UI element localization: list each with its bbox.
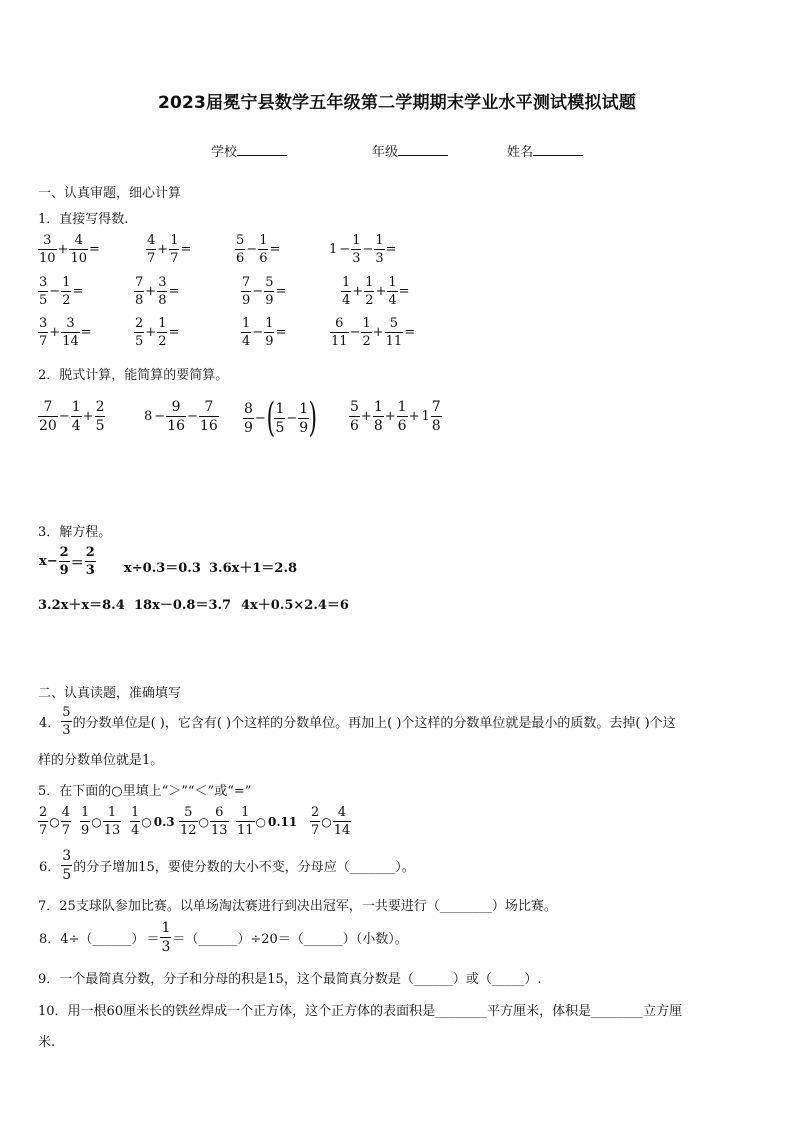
name-field[interactable]: 姓名 xyxy=(507,141,583,160)
page-title: 2023届冕宁县数学五年级第二学期期末学业水平测试模拟试题 xyxy=(157,93,637,113)
q1-item-3: $\frac{5}{6}$ − $\frac{1}{6}$ = xyxy=(236,233,281,266)
q5-item-2: $\frac{1}{9}$ ○ $\frac{1}{13}$ xyxy=(81,805,121,838)
section-2-heading: 二、认真读题，准确填写 xyxy=(38,686,182,701)
left-paren: ( xyxy=(266,395,275,441)
school-field[interactable]: 学校 xyxy=(211,141,287,160)
q1-label: 1．直接写得数. xyxy=(38,212,129,227)
grade-field[interactable]: 年级 xyxy=(372,141,448,160)
fraction: $\frac{4}{10}$ xyxy=(70,233,87,266)
q3-eq-5: 18x－0.8＝3.7 xyxy=(134,598,232,613)
q10-line-2: 米. xyxy=(38,1035,56,1050)
q8: 8．4÷（______） ＝ $\frac{1}{3}$ ＝（______）÷20＝（______）（小数）。 xyxy=(39,920,408,955)
q1-item-2: $\frac{4}{7}$ + $\frac{1}{7}$ = xyxy=(147,233,192,266)
q5-item-3: $\frac{1}{4}$ ○ 0.3 xyxy=(131,805,175,838)
q2-item-1: $\frac{7}{20}$ − $\frac{1}{4}$ + $\frac{2}{5}$ xyxy=(39,399,105,434)
q2-label: 2．脱式计算，能简算的要简算。 xyxy=(38,368,229,383)
q1-item-4: 1 − $\frac{1}{3}$ − $\frac{1}{3}$ = xyxy=(329,233,397,266)
right-paren: ) xyxy=(308,395,318,441)
q5-item-4: $\frac{5}{12}$ ○ $\frac{6}{13}$ xyxy=(180,805,228,838)
q1-item-6: $\frac{7}{8}$ + $\frac{3}{8}$ = xyxy=(135,275,180,308)
q3-eq-3: 3.6x＋1＝2.8 xyxy=(209,561,298,576)
q1-item-10: $\frac{2}{5}$ + $\frac{1}{2}$ = xyxy=(135,316,180,349)
q9: 9．一个最简真分数，分子和分母的积是15，这个最简真分数是（______）或（_____）. xyxy=(38,972,542,987)
q1-item-9: $\frac{3}{7}$ + $\frac{3}{14}$ = xyxy=(39,316,92,349)
q2-item-2: 8 − $\frac{9}{16}$ − $\frac{7}{16}$ xyxy=(144,399,218,434)
q1-item-8: $\frac{1}{4}$ + $\frac{1}{2}$ + $\frac{1}{4}$ = xyxy=(342,275,410,308)
q1-item-12: $\frac{6}{11}$ − $\frac{1}{2}$ + $\frac{5}{11}$ = xyxy=(331,316,416,349)
q1-item-7: $\frac{7}{9}$ − $\frac{5}{9}$ = xyxy=(242,275,287,308)
q3-eq-6: 4x＋0.5×2.4＝6 xyxy=(241,598,349,613)
q3-eq-4: 3.2x＋x＝8.4 xyxy=(38,598,125,613)
q5-label: 5．在下面的○里填上“＞”“＜”或“=” xyxy=(38,784,252,799)
q1-item-11: $\frac{1}{4}$ − $\frac{1}{9}$ = xyxy=(242,316,287,349)
q3-eq-1: x− $\frac{2}{9}$ ＝ $\frac{2}{3}$ xyxy=(39,545,95,578)
q2-item-4: $\frac{5}{6}$ + $\frac{1}{8}$ + $\frac{1}{6}$ + 1 $\frac{7}{8}$ xyxy=(350,399,441,434)
q1-item-5: $\frac{3}{5}$ − $\frac{1}{2}$ = xyxy=(39,275,84,308)
q4-line-2: 样的分数单位就是1。 xyxy=(38,753,164,768)
fraction: $\frac{3}{10}$ xyxy=(39,233,56,266)
q10-line-1: 10．用一根60厘米长的铁丝焊成一个正方体，这个正方体的表面积是________平方厘米，体积是________立方厘 xyxy=(38,1004,683,1019)
q5-item-5: $\frac{1}{11}$ ○ 0.11 xyxy=(237,805,298,838)
q6: 6． $\frac{3}{5}$ 的分子增加15，要使分数的大小不变，分母应（_______）。 xyxy=(39,848,415,883)
q3-label: 3．解方程。 xyxy=(38,525,112,540)
q2-item-3: $\frac{8}{9}$ −( $\frac{1}{5}$ − $\frac{1}{9}$ ) xyxy=(244,395,318,441)
q1-item-1: $\frac{3}{10}$ + $\frac{4}{10}$ = xyxy=(39,233,100,266)
q5-item-1: $\frac{2}{7}$ ○ $\frac{4}{7}$ xyxy=(39,805,71,838)
q4-line-1: 4． $\frac{5}{3}$ 的分数单位是( )，它含有( )个这样的分数单位。再加上( )个这样的分数单位就是最小的质数。去掉( )个这 xyxy=(39,705,676,738)
q7: 7．25支球队参加比赛。以单场淘汰赛进行到决出冠军，一共要进行（________）场比赛。 xyxy=(38,899,557,914)
q3-eq-2: x÷0.3＝0.3 xyxy=(124,561,201,576)
section-1-heading: 一、认真审题，细心计算 xyxy=(38,186,182,201)
q5-item-6: $\frac{2}{7}$ ○ $\frac{4}{14}$ xyxy=(311,805,351,838)
